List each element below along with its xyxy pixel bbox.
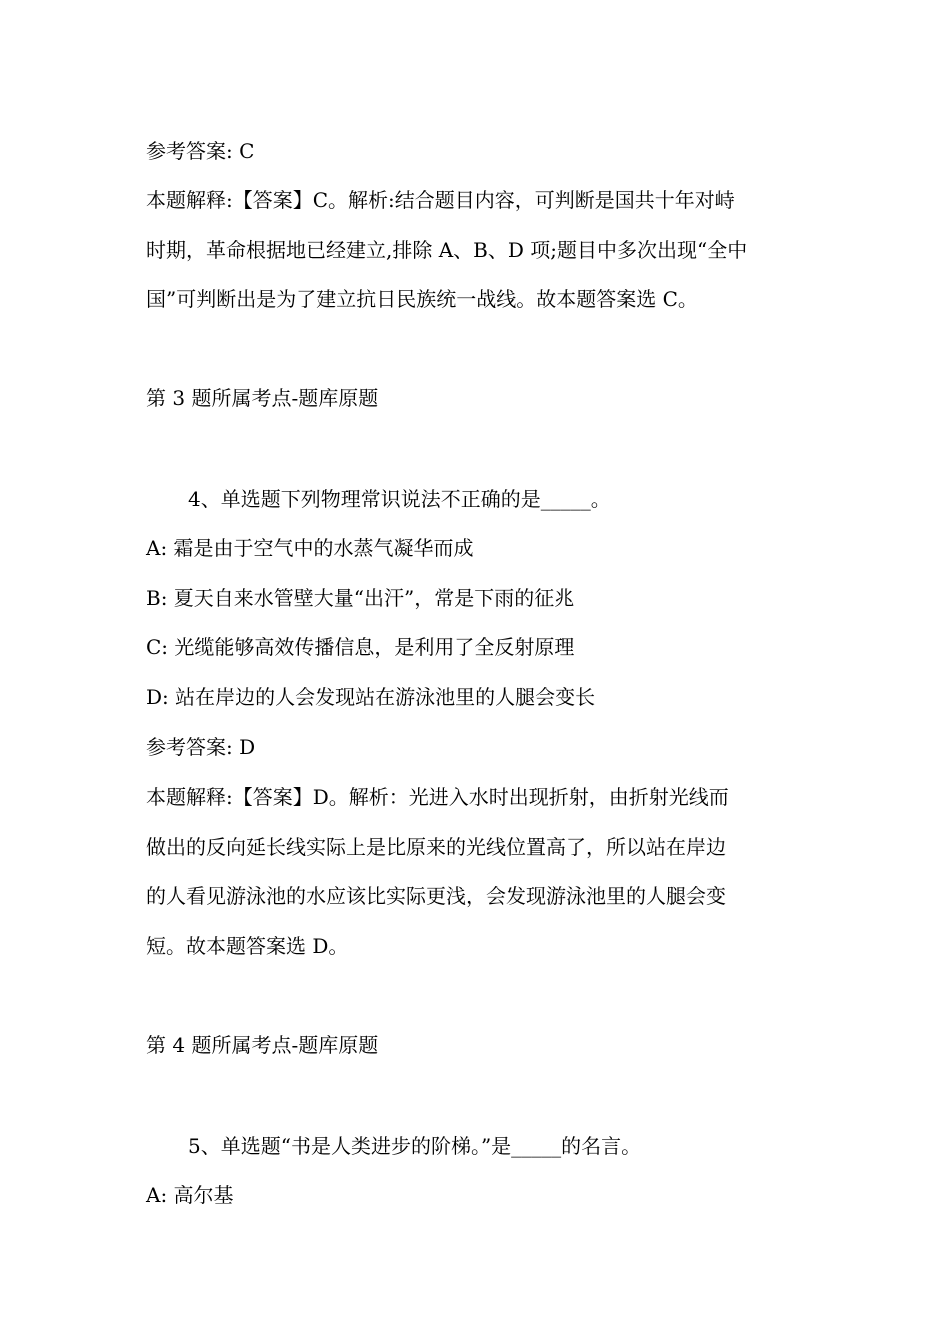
q3-explanation-line-3: 国”可判断出是为了建立抗日民族统一战线。故本题答案选 C。 [146, 287, 698, 311]
q3-explanation-line-1: 本题解释:【答案】C。解析:结合题目内容，可判断是国共十年对峙 [146, 188, 735, 212]
q4-option-a: A: 霜是由于空气中的水蒸气凝华而成 [146, 536, 474, 560]
q4-topic: 第 4 题所属考点-题库原题 [146, 1033, 379, 1057]
q4-option-c: C: 光缆能够高效传播信息，是利用了全反射原理 [146, 635, 575, 659]
q3-reference-answer: 参考答案: C [146, 139, 255, 163]
q3-explanation-line-2: 时期，革命根据地已经建立,排除 A、B、D 项;题目中多次出现“全中 [146, 238, 748, 262]
q4-option-b: B: 夏天自来水管壁大量“出汗”，常是下雨的征兆 [146, 586, 575, 610]
q3-topic: 第 3 题所属考点-题库原题 [146, 386, 379, 410]
q5-option-a: A: 高尔基 [146, 1183, 234, 1207]
q4-option-d: D: 站在岸边的人会发现站在游泳池里的人腿会变长 [146, 685, 596, 709]
q4-explanation-line-3: 的人看见游泳池的水应该比实际更浅，会发现游泳池里的人腿会变 [146, 884, 726, 908]
q4-reference-answer: 参考答案: D [146, 735, 256, 759]
q4-explanation-line-2: 做出的反向延长线实际上是比原来的光线位置高了，所以站在岸边 [146, 835, 726, 859]
q4-stem: 4、单选题下列物理常识说法不正确的是_____。 [188, 487, 611, 511]
q4-explanation-line-4: 短。故本题答案选 D。 [146, 934, 349, 958]
q4-explanation-line-1: 本题解释:【答案】D。解析：光进入水时出现折射，由折射光线而 [146, 785, 729, 809]
q5-stem: 5、单选题“书是人类进步的阶梯。”是_____的名言。 [188, 1134, 642, 1158]
